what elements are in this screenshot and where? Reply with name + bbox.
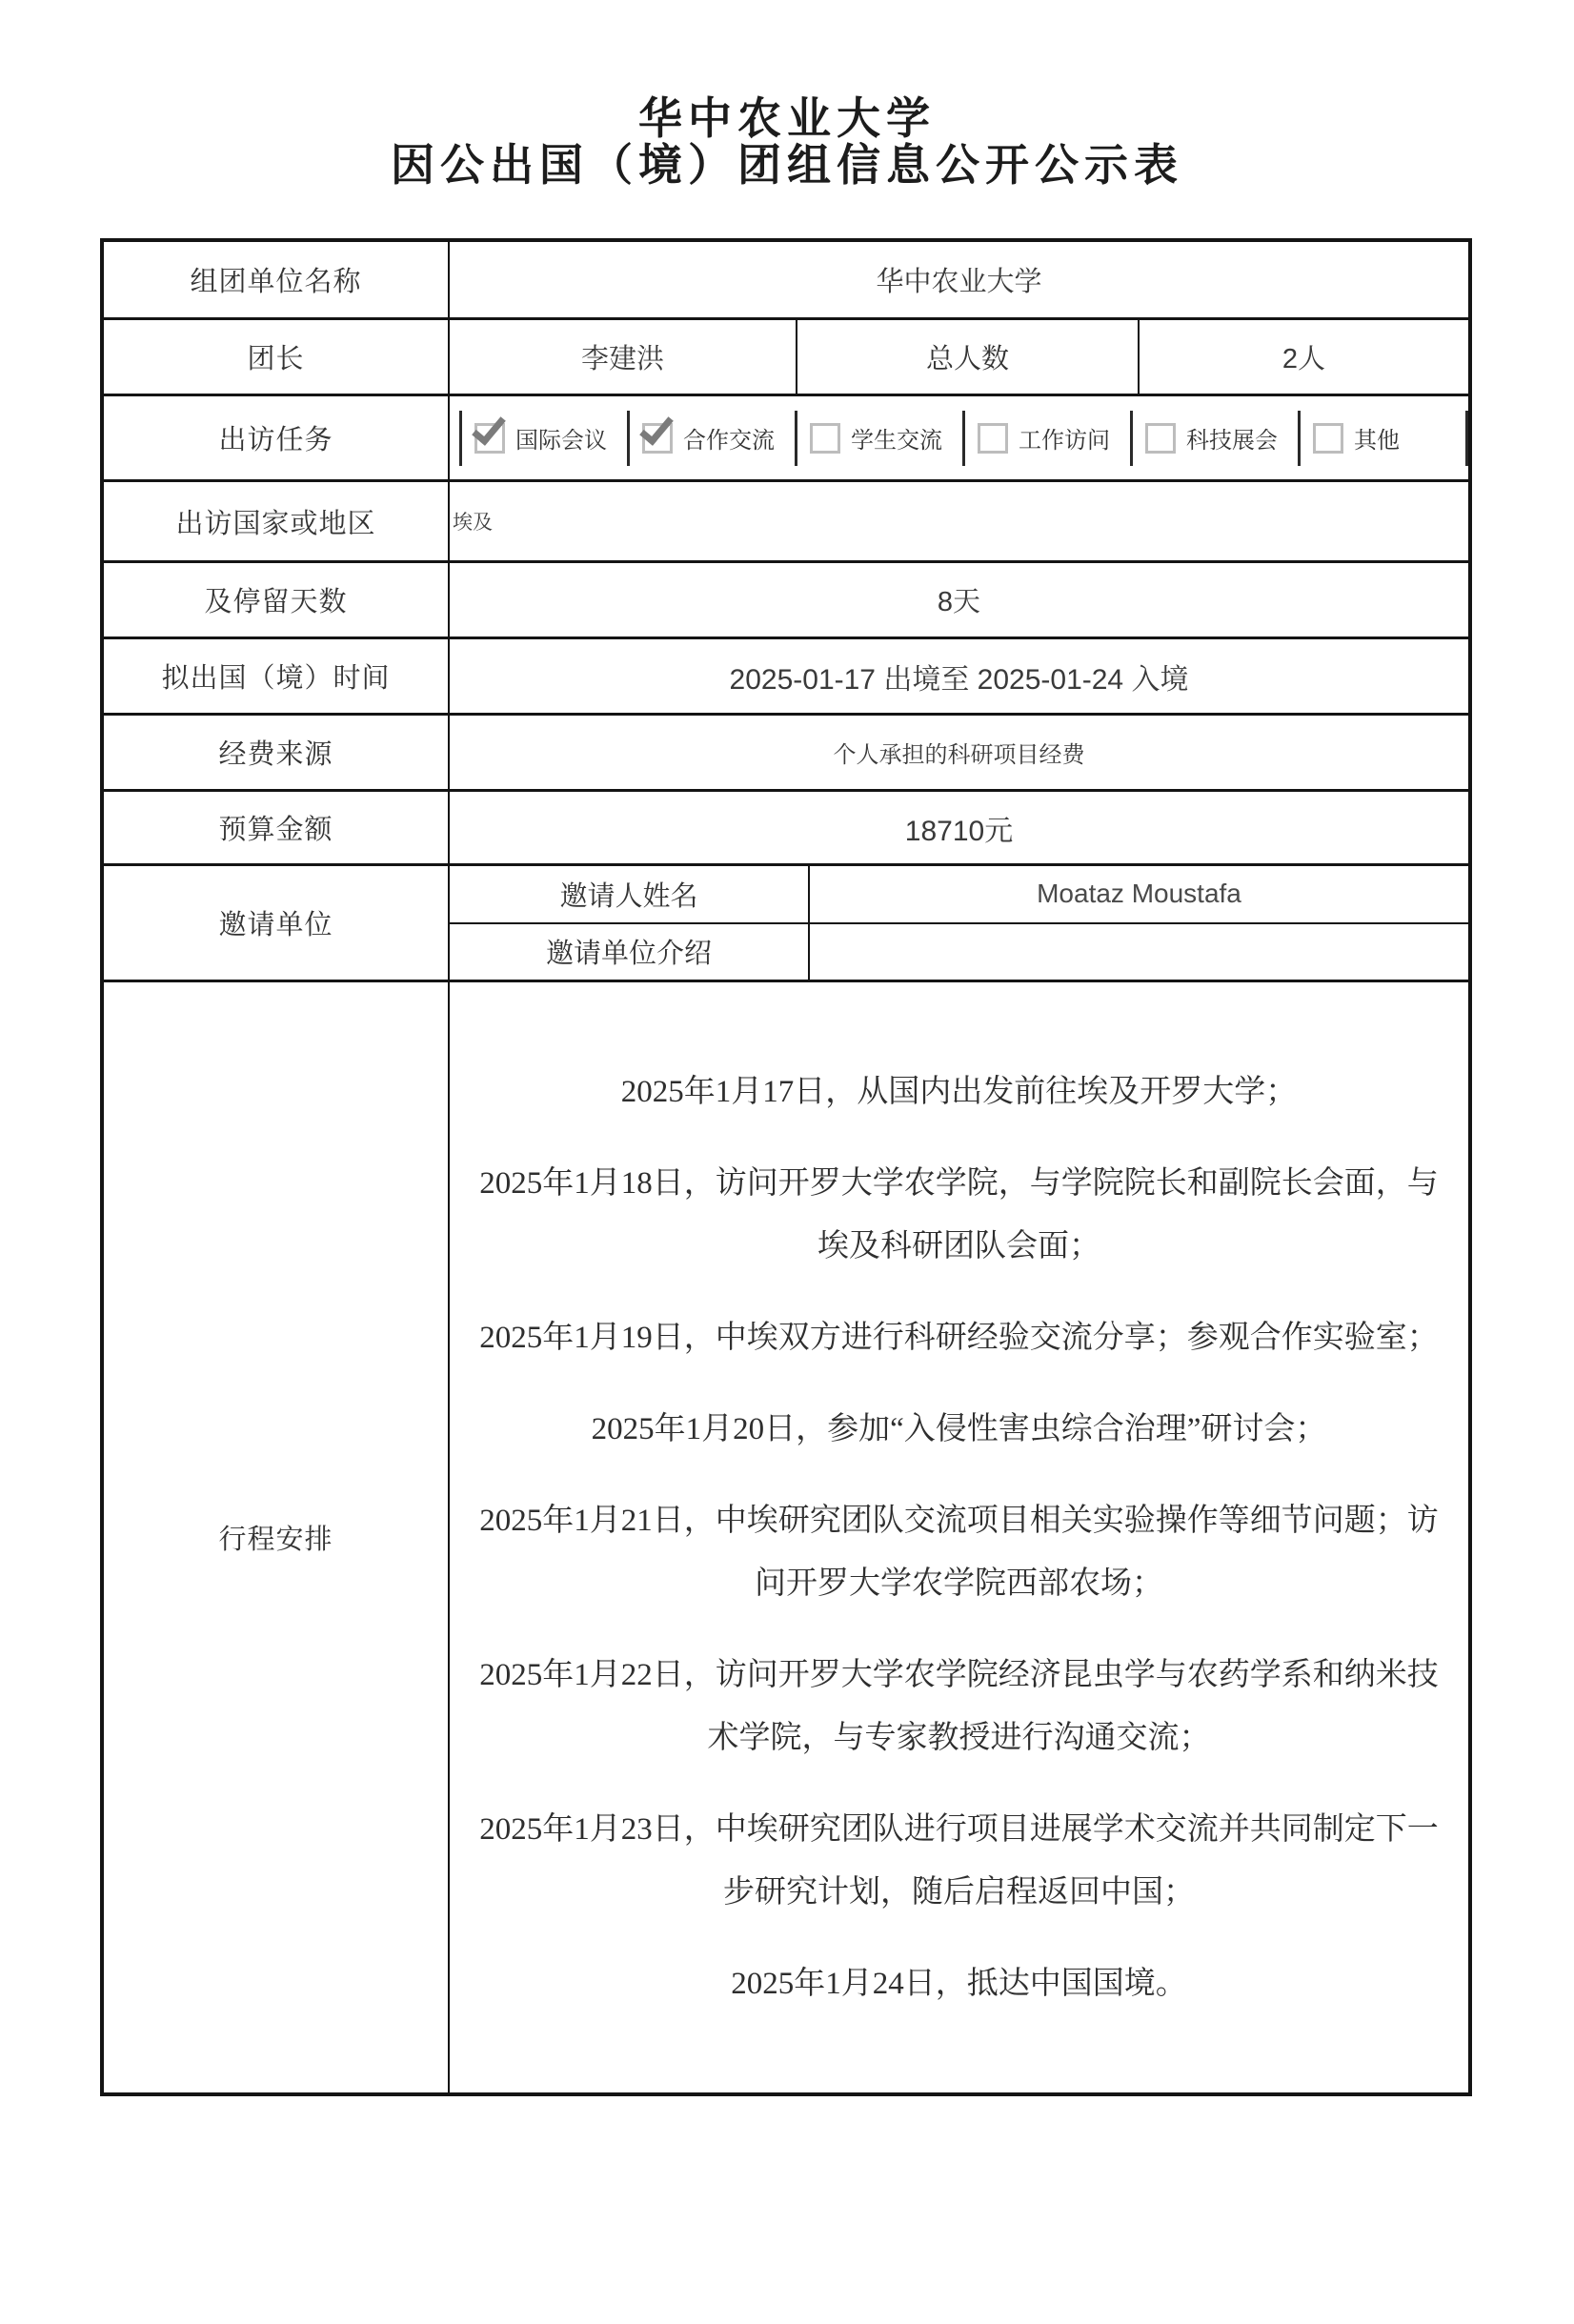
row-inviter	[104, 863, 1468, 980]
task-option-label: 国际会议	[515, 428, 607, 454]
total-count-value: 2人	[1281, 344, 1326, 374]
itinerary-paragraph: 2025年1月18日，访问开罗大学农学院，与学院院长和副院长会面，与埃及科研团队会面；	[479, 1165, 1439, 1263]
disclosure-form-table	[100, 238, 1472, 2096]
inviter-intro-row	[450, 922, 1468, 980]
itinerary-content	[450, 982, 1468, 2092]
leader-label: 团长	[104, 320, 450, 394]
country-label: 出访国家或地区	[104, 482, 450, 560]
funding-value: 个人承担的科研项目经费	[833, 742, 1085, 768]
inviter-name-row	[450, 866, 1468, 922]
row-unit	[104, 242, 1468, 317]
checkbox-work-visit[interactable]	[978, 423, 1008, 454]
task-option-label: 其他	[1354, 428, 1400, 454]
row-tasks	[104, 394, 1468, 479]
check-icon	[639, 410, 674, 446]
tasks-label: 出访任务	[104, 396, 450, 479]
inviter-subtable	[450, 866, 1468, 980]
itinerary-label: 行程安排	[104, 982, 450, 2092]
task-option-label: 工作访问	[1019, 428, 1110, 454]
checkbox-cooperation-exchange[interactable]	[642, 423, 673, 454]
task-option-label: 合作交流	[683, 428, 775, 454]
task-option-student-exchange	[795, 411, 962, 466]
row-leader	[104, 317, 1468, 394]
inviter-label: 邀请单位	[104, 866, 450, 980]
checkbox-other[interactable]	[1313, 423, 1343, 454]
row-budget	[104, 789, 1468, 863]
itinerary-paragraph: 2025年1月17日，从国内出发前往埃及开罗大学；	[620, 1074, 1298, 1109]
itinerary-paragraph: 2025年1月20日，参加“入侵性害虫综合治理”研讨会；	[591, 1411, 1327, 1446]
row-dates	[104, 637, 1468, 713]
inviter-name-label: 邀请人姓名	[450, 866, 810, 922]
budget-value: 18710元	[904, 815, 1014, 847]
tasks-options-strip	[450, 396, 1468, 479]
inviter-intro-label: 邀请单位介绍	[450, 924, 810, 980]
budget-label: 预算金额	[104, 792, 450, 863]
checkbox-student-exchange[interactable]	[810, 423, 840, 454]
itinerary-paragraph: 2025年1月23日，中埃研究团队进行项目进展学术交流并共同制定下一步研究计划，随后启程返回中国；	[479, 1811, 1439, 1910]
inviter-intro-value	[810, 924, 1468, 980]
check-icon	[472, 410, 506, 446]
task-option-label: 科技展会	[1186, 428, 1278, 454]
checkbox-international-conference[interactable]	[474, 423, 505, 454]
total-count-label: 总人数	[797, 320, 1140, 394]
task-option-other	[1298, 411, 1468, 466]
leader-name-value: 李建洪	[450, 320, 797, 394]
checkbox-tech-expo[interactable]	[1145, 423, 1176, 454]
row-country	[104, 479, 1468, 560]
task-option-international-conference	[459, 411, 627, 466]
days-label: 及停留天数	[104, 563, 450, 637]
page-title	[0, 95, 1574, 189]
days-value: 8天	[937, 587, 981, 617]
row-days	[104, 560, 1468, 637]
unit-label: 组团单位名称	[104, 242, 450, 317]
itinerary-paragraph: 2025年1月19日，中埃双方进行科研经验交流分享；参观合作实验室；	[479, 1320, 1439, 1355]
page-title-line1: 华中农业大学	[638, 93, 936, 143]
page-title-line2: 因公出国（境）团组信息公开公示表	[391, 140, 1183, 190]
task-option-cooperation-exchange	[627, 411, 795, 466]
task-option-work-visit	[962, 411, 1130, 466]
itinerary-paragraph: 2025年1月21日，中埃研究团队交流项目相关实验操作等细节问题；访问开罗大学农学院西部农场；	[479, 1503, 1439, 1601]
dates-value: 2025-01-17 出境至 2025-01-24 入境	[729, 663, 1189, 696]
dates-label: 拟出国（境）时间	[104, 639, 450, 713]
country-value: 埃及	[453, 512, 493, 534]
itinerary-paragraph: 2025年1月24日，抵达中国国境。	[731, 1966, 1187, 2001]
unit-value: 华中农业大学	[876, 267, 1042, 297]
row-funding	[104, 713, 1468, 789]
itinerary-paragraph: 2025年1月22日，访问开罗大学农学院经济昆虫学与农药学系和纳米技术学院，与专家教授进行沟通交流；	[479, 1657, 1439, 1755]
row-itinerary	[104, 980, 1468, 2092]
inviter-name-value: Moataz Moustafa	[1037, 879, 1241, 909]
funding-label: 经费来源	[104, 716, 450, 789]
task-option-tech-expo	[1130, 411, 1298, 466]
task-option-label: 学生交流	[851, 428, 942, 454]
